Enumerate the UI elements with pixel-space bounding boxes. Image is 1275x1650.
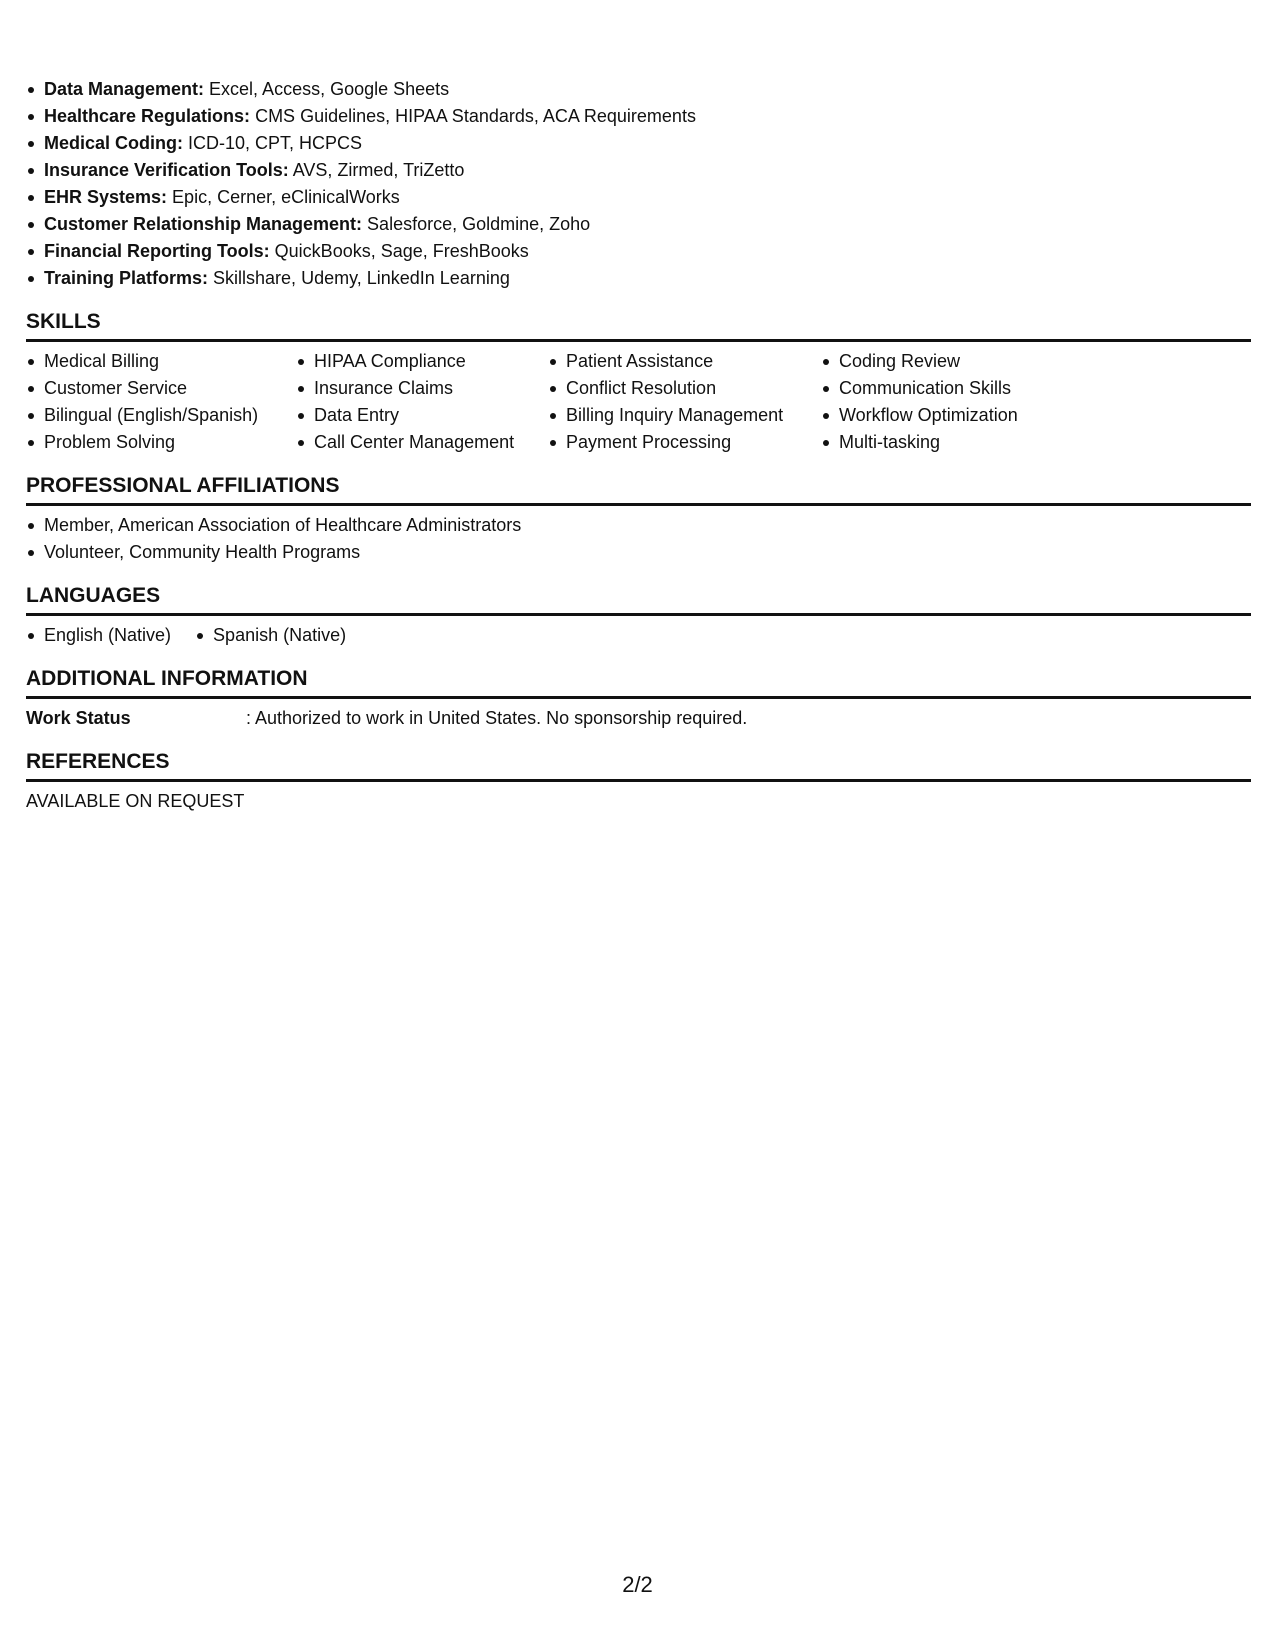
work-status-label: Work Status — [26, 708, 131, 728]
skill-item: Problem Solving — [26, 429, 296, 456]
languages-heading: LANGUAGES — [26, 582, 1251, 616]
skill-item: Multi-tasking — [821, 429, 1121, 456]
skill-item: Patient Assistance — [548, 348, 821, 375]
skills-column — [548, 348, 821, 456]
skill-item: Call Center Management — [296, 429, 548, 456]
skill-item: Medical Billing — [26, 348, 296, 375]
skills-column — [26, 348, 296, 456]
affiliation-item: Member, American Association of Healthcare Administrators — [26, 512, 1251, 539]
affiliation-item: Volunteer, Community Health Programs — [26, 539, 1251, 566]
tool-item — [26, 76, 1251, 103]
tool-label: EHR Systems: — [44, 187, 168, 207]
tool-item — [26, 184, 1251, 211]
language-item: English (Native) — [26, 622, 171, 649]
skills-column — [296, 348, 548, 456]
references-heading: REFERENCES — [26, 748, 1251, 782]
tool-label: Healthcare Regulations: — [44, 106, 251, 126]
tool-item — [26, 157, 1251, 184]
tool-value: Epic, Cerner, eClinicalWorks — [167, 187, 400, 207]
tools-list — [26, 76, 1251, 292]
tool-value: AVS, Zirmed, TriZetto — [288, 160, 465, 180]
tool-value: Salesforce, Goldmine, Zoho — [362, 214, 591, 234]
skill-item: Coding Review — [821, 348, 1121, 375]
work-status-value: : Authorized to work in United States. No sponsorship required. — [246, 708, 748, 728]
tool-item — [26, 265, 1251, 292]
skill-item: HIPAA Compliance — [296, 348, 548, 375]
tool-value: QuickBooks, Sage, FreshBooks — [269, 241, 529, 261]
tool-value: Excel, Access, Google Sheets — [204, 79, 450, 99]
tool-label: Data Management: — [44, 79, 205, 99]
affiliations-list — [26, 512, 1251, 566]
tool-item — [26, 103, 1251, 130]
skills-heading: SKILLS — [26, 308, 1251, 342]
tool-label: Insurance Verification Tools: — [44, 160, 289, 180]
languages-list — [26, 622, 1251, 649]
skill-item: Bilingual (English/Spanish) — [26, 402, 296, 429]
tool-item — [26, 211, 1251, 238]
additional-info-heading: ADDITIONAL INFORMATION — [26, 665, 1251, 699]
page-number: 2/2 — [622, 1572, 653, 1597]
tool-label: Training Platforms: — [44, 268, 209, 288]
skill-item: Customer Service — [26, 375, 296, 402]
tool-label: Financial Reporting Tools: — [44, 241, 270, 261]
affiliations-heading: PROFESSIONAL AFFILIATIONS — [26, 472, 1251, 506]
tool-label: Customer Relationship Management: — [44, 214, 363, 234]
skills-column — [821, 348, 1121, 456]
language-item: Spanish (Native) — [195, 622, 346, 649]
skill-item: Communication Skills — [821, 375, 1121, 402]
skill-item: Billing Inquiry Management — [548, 402, 821, 429]
skill-item: Workflow Optimization — [821, 402, 1121, 429]
work-status-row — [26, 705, 1251, 732]
skill-item: Data Entry — [296, 402, 548, 429]
skill-item: Payment Processing — [548, 429, 821, 456]
resume-page — [26, 76, 1251, 815]
tool-value: ICD-10, CPT, HCPCS — [183, 133, 363, 153]
tool-value: CMS Guidelines, HIPAA Standards, ACA Requirements — [250, 106, 696, 126]
skill-item: Conflict Resolution — [548, 375, 821, 402]
references-text: AVAILABLE ON REQUEST — [26, 791, 245, 811]
skills-grid — [26, 348, 1251, 456]
tool-item — [26, 130, 1251, 157]
tool-label: Medical Coding: — [44, 133, 183, 153]
tool-item — [26, 238, 1251, 265]
tool-value: Skillshare, Udemy, LinkedIn Learning — [208, 268, 510, 288]
skill-item: Insurance Claims — [296, 375, 548, 402]
